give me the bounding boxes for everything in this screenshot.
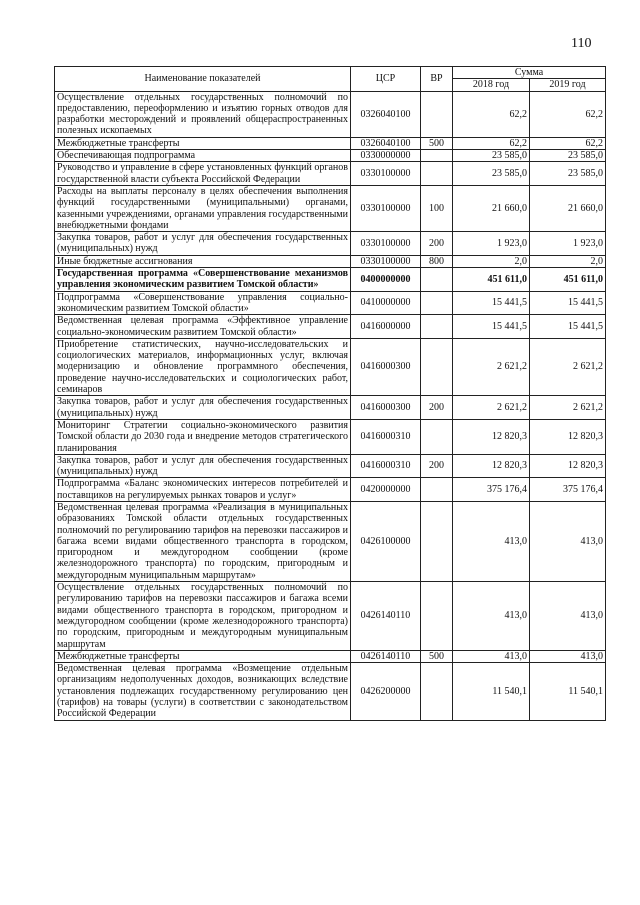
row-2018: 11 540,1 <box>453 663 530 720</box>
row-2019: 2 621,2 <box>530 338 606 395</box>
row-2019: 375 176,4 <box>530 478 606 502</box>
row-2019: 413,0 <box>530 582 606 651</box>
header-2019: 2019 год <box>530 79 606 91</box>
row-name: Подпрограмма «Совершенствование управления социально-экономическим развитием Томской области» <box>55 291 351 315</box>
table-row <box>55 137 606 149</box>
table-row <box>55 419 606 454</box>
row-2019: 1 923,0 <box>530 232 606 256</box>
row-vr <box>421 91 453 137</box>
row-csr: 0426140110 <box>351 582 421 651</box>
row-2018: 12 820,3 <box>453 419 530 454</box>
row-2019: 12 820,3 <box>530 454 606 478</box>
row-2019: 62,2 <box>530 137 606 149</box>
row-csr: 0326040100 <box>351 91 421 137</box>
table-row <box>55 150 606 162</box>
row-csr: 0330100000 <box>351 185 421 231</box>
row-vr: 200 <box>421 232 453 256</box>
row-vr <box>421 162 453 186</box>
row-2019: 23 585,0 <box>530 150 606 162</box>
row-2018: 12 820,3 <box>453 454 530 478</box>
row-2018: 413,0 <box>453 501 530 581</box>
row-2019: 413,0 <box>530 501 606 581</box>
row-csr: 0416000300 <box>351 396 421 420</box>
row-vr <box>421 419 453 454</box>
header-name: Наименование показателей <box>55 67 351 92</box>
row-csr: 0416000000 <box>351 315 421 339</box>
row-name: Осуществление отдельных государственных полномочий по регулированию тарифов на перевозки пассажиров и багажа всеми видами общественного транспорта в городском, пригородном и междугородном сообщении (кроме железнодорожного транспорта) по городским, пригородным и междугородным муниципальным маршрутам <box>55 582 351 651</box>
row-csr: 0416000300 <box>351 338 421 395</box>
row-csr: 0410000000 <box>351 291 421 315</box>
row-csr: 0330100000 <box>351 255 421 267</box>
row-vr <box>421 582 453 651</box>
row-2019: 15 441,5 <box>530 315 606 339</box>
row-2018: 2 621,2 <box>453 338 530 395</box>
row-name: Подпрограмма «Баланс экономических интересов потребителей и поставщиков на регулируемых рынках товаров и услуг» <box>55 478 351 502</box>
table-row <box>55 454 606 478</box>
table-row <box>55 501 606 581</box>
row-2018: 2 621,2 <box>453 396 530 420</box>
table-row <box>55 162 606 186</box>
table-row <box>55 315 606 339</box>
table-row <box>55 478 606 502</box>
table-row <box>55 650 606 662</box>
page-number: 110 <box>571 36 592 51</box>
row-2019: 12 820,3 <box>530 419 606 454</box>
row-name: Приобретение статистических, научно-исследовательских и социологических материалов, информационных услуг, включая модернизацию и обновление программного обеспечения, проведение научно-исследовательских и социологических работ, семинаров <box>55 338 351 395</box>
row-name: Мониторинг Стратегии социально-экономического развития Томской области до 2030 года и внедрение методов стратегического планирования <box>55 419 351 454</box>
table-row <box>55 91 606 137</box>
row-csr: 0330100000 <box>351 162 421 186</box>
row-2019: 11 540,1 <box>530 663 606 720</box>
row-2019: 62,2 <box>530 91 606 137</box>
row-2019: 2,0 <box>530 255 606 267</box>
table-row <box>55 268 606 292</box>
row-csr: 0416000310 <box>351 419 421 454</box>
table-body <box>55 91 606 720</box>
row-name: Закупка товаров, работ и услуг для обеспечения государственных (муниципальных) нужд <box>55 454 351 478</box>
row-name: Закупка товаров, работ и услуг для обеспечения государственных (муниципальных) нужд <box>55 232 351 256</box>
row-csr: 0420000000 <box>351 478 421 502</box>
row-2018: 375 176,4 <box>453 478 530 502</box>
table-row <box>55 291 606 315</box>
row-csr: 0330100000 <box>351 232 421 256</box>
table-row <box>55 663 606 720</box>
table-row <box>55 582 606 651</box>
row-2018: 21 660,0 <box>453 185 530 231</box>
table-row <box>55 185 606 231</box>
row-name: Закупка товаров, работ и услуг для обеспечения государственных (муниципальных) нужд <box>55 396 351 420</box>
row-name: Расходы на выплаты персоналу в целях обеспечения выполнения функций государственными (муниципальными) органами, казенными учреждениями, органами управления государственными внебюджетными фондами <box>55 185 351 231</box>
row-2019: 451 611,0 <box>530 268 606 292</box>
header-csr: ЦСР <box>351 67 421 92</box>
row-vr: 500 <box>421 650 453 662</box>
row-vr: 800 <box>421 255 453 267</box>
row-name: Межбюджетные трансферты <box>55 650 351 662</box>
row-2019: 413,0 <box>530 650 606 662</box>
row-name: Ведомственная целевая программа «Реализация в муниципальных образованиях Томской области отдельных государственных полномочий по регулированию тарифов на перевозки пассажиров и багажа всеми видами общественного транспорта в городском, пригородном и междугородном сообщении (кроме железнодорожного транспорта) по городским, пригородным и междугородным муниципальным маршрутам» <box>55 501 351 581</box>
header-2018: 2018 год <box>453 79 530 91</box>
row-name: Государственная программа «Совершенствование механизмов управления экономическим развитием Томской области» <box>55 268 351 292</box>
row-2018: 62,2 <box>453 137 530 149</box>
row-2018: 413,0 <box>453 650 530 662</box>
row-vr <box>421 478 453 502</box>
row-csr: 0400000000 <box>351 268 421 292</box>
row-csr: 0426100000 <box>351 501 421 581</box>
row-csr: 0426200000 <box>351 663 421 720</box>
row-vr: 100 <box>421 185 453 231</box>
row-csr: 0330000000 <box>351 150 421 162</box>
budget-table <box>54 66 606 721</box>
row-2018: 15 441,5 <box>453 315 530 339</box>
row-2018: 23 585,0 <box>453 162 530 186</box>
header-sum: Сумма <box>453 67 606 79</box>
row-vr <box>421 501 453 581</box>
table-row <box>55 232 606 256</box>
row-vr <box>421 268 453 292</box>
row-vr <box>421 291 453 315</box>
table-row <box>55 396 606 420</box>
row-name: Руководство и управление в сфере установленных функций органов государственной власти субъекта Российской Федерации <box>55 162 351 186</box>
row-2019: 21 660,0 <box>530 185 606 231</box>
row-2018: 15 441,5 <box>453 291 530 315</box>
header-vr: ВР <box>421 67 453 92</box>
row-vr <box>421 150 453 162</box>
row-2018: 1 923,0 <box>453 232 530 256</box>
table-row <box>55 338 606 395</box>
row-2018: 23 585,0 <box>453 150 530 162</box>
row-2019: 2 621,2 <box>530 396 606 420</box>
row-name: Ведомственная целевая программа «Эффективное управление социально-экономическим развитием Томской области» <box>55 315 351 339</box>
row-2018: 451 611,0 <box>453 268 530 292</box>
row-name: Ведомственная целевая программа «Возмещение отдельным организациям недополученных доходов, возникающих вследствие установления подлежащих государственному регулированию цен (тарифов) на товары (услуги) в соответствии с законодательством Российской Федерации <box>55 663 351 720</box>
row-vr <box>421 663 453 720</box>
row-csr: 0426140110 <box>351 650 421 662</box>
row-2018: 62,2 <box>453 91 530 137</box>
row-csr: 0416000310 <box>351 454 421 478</box>
row-vr: 200 <box>421 454 453 478</box>
row-2018: 413,0 <box>453 582 530 651</box>
row-name: Обеспечивающая подпрограмма <box>55 150 351 162</box>
table-row <box>55 255 606 267</box>
row-vr <box>421 338 453 395</box>
row-2019: 23 585,0 <box>530 162 606 186</box>
row-csr: 0326040100 <box>351 137 421 149</box>
row-vr <box>421 315 453 339</box>
row-2018: 2,0 <box>453 255 530 267</box>
row-vr: 500 <box>421 137 453 149</box>
row-vr: 200 <box>421 396 453 420</box>
row-name: Осуществление отдельных государственных полномочий по предоставлению, переоформлению и изъятию горных отводов для разработки месторождений и проявлений общераспространенных полезных ископаемых <box>55 91 351 137</box>
row-2019: 15 441,5 <box>530 291 606 315</box>
row-name: Межбюджетные трансферты <box>55 137 351 149</box>
row-name: Иные бюджетные ассигнования <box>55 255 351 267</box>
